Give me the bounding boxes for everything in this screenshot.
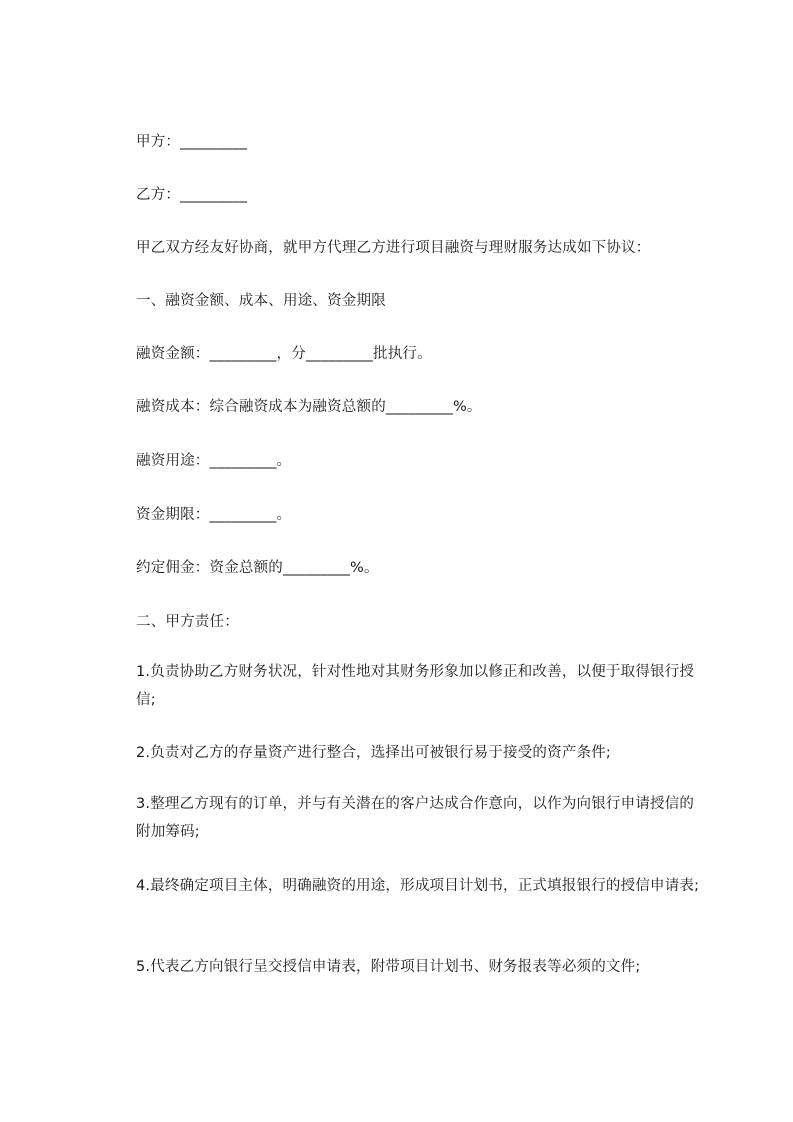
duty-item-2: 2.负责对乙方的存量资产进行整合，选择出可被银行易于接受的资产条件; xyxy=(136,745,612,761)
duty-item-4: 4.最终确定项目主体，明确融资的用途，形成项目计划书，正式填报银行的授信申请表; xyxy=(136,878,700,894)
financing-cost-line: 融资成本：综合融资成本为融资总额的_________%。 xyxy=(136,399,482,415)
financing-usage-line: 融资用途：_________。 xyxy=(136,453,292,469)
duty-item-5: 5.代表乙方向银行呈交授信申请表，附带项目计划书、财务报表等必须的文件; xyxy=(136,959,641,975)
intro-paragraph: 甲乙双方经友好协商，就甲方代理乙方进行项目融资与理财服务达成如下协议： xyxy=(136,240,651,256)
section-1-title: 一、融资金额、成本、用途、资金期限 xyxy=(136,293,386,309)
financing-amount-line: 融资金额：_________，分_________批执行。 xyxy=(136,346,432,362)
party-b-line: 乙方：_________ xyxy=(136,187,248,203)
section-2-title: 二、甲方责任： xyxy=(136,614,239,630)
fund-term-line: 资金期限：_________。 xyxy=(136,507,292,523)
duty-item-1: 1.负责协助乙方财务状况，针对性地对其财务形象加以修正和改善，以便于取得银行授信; xyxy=(136,664,695,708)
party-a-line: 甲方：_________ xyxy=(136,134,248,150)
duty-item-3: 3.整理乙方现有的订单，并与有关潜在的客户达成合作意向，以作为向银行申请授信的附加筹码; xyxy=(136,796,695,840)
commission-line: 约定佣金：资金总额的_________%。 xyxy=(136,560,379,576)
